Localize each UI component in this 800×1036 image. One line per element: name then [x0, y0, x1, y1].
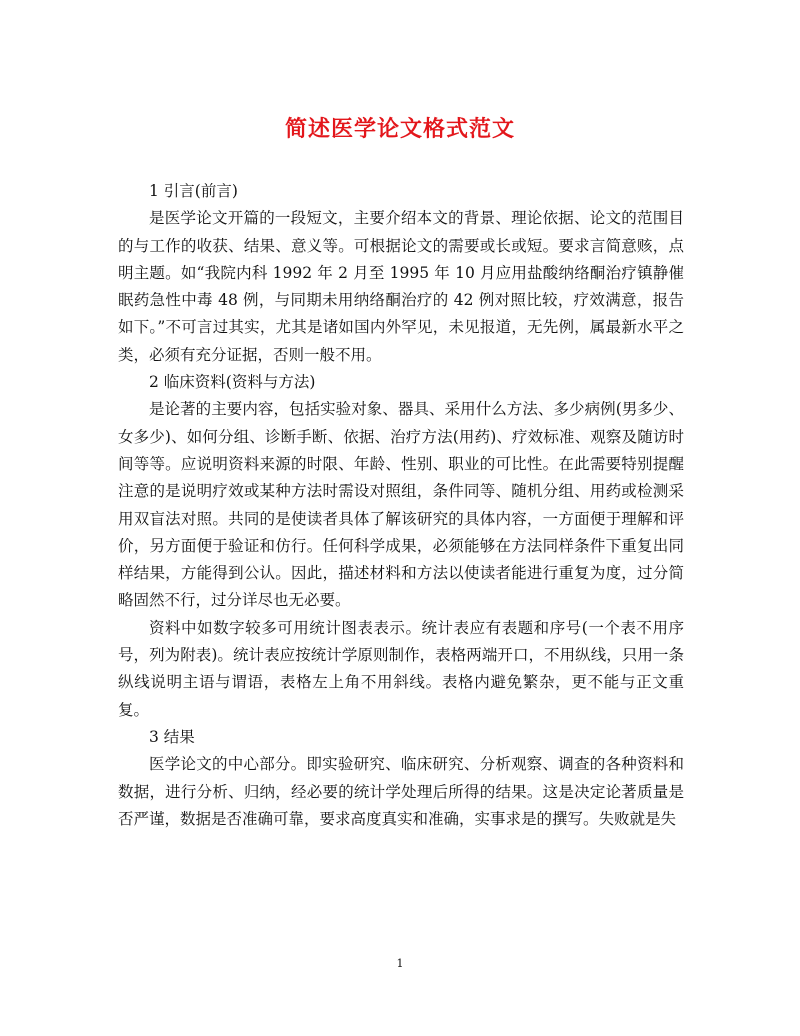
- paragraph-statistics-tables: 资料中如数字较多可用统计图表表示。统计表应有表题和序号(一个表不用序号，列为附表)。统计表应按统计学原则制作，表格两端开口，不用纵线，只用一条纵线说明主语与谓语，表格左上角不用斜线。表格内避免繁杂，更不能与正文重复。: [118, 618, 684, 719]
- paragraph-clinical-data: 是论著的主要内容，包括实验对象、器具、采用什么方法、多少病例(男多少、女多少)、如何分组、诊断手断、依据、治疗方法(用药)、疗效标准、观察及随访时间等等。应说明资料来源的时限、年龄、性别、职业的可比性。在此需要特别提醒注意的是说明疗效或某种方法时需设对照组，条件同等、随机分组、用药或检测采用双盲法对照。共同的是使读者具体了解该研究的具体内容，一方面便于理解和评价，另方面便于验证和仿行。任何科学成果，必须能够在方法同样条件下重复出同样结果，方能得到公认。因此，描述材料和方法以使读者能进行重复为度，过分简略固然不行，过分详尽也无必要。: [118, 400, 684, 610]
- section-heading-clinical-data: 2 临床资料(资料与方法): [149, 373, 316, 392]
- section-heading-introduction: 1 引言(前言): [149, 182, 238, 200]
- paragraph-introduction: 是医学论文开篇的一段短文，主要介绍本文的背景、理论依据、论文的范围目的与工作的收获、结果、意义等。可根据论文的需要或长或短。要求言简意赅，点明主题。如“我院内科 1992 年 2 月至 1995 年 10 月应用盐酸纳络酮治疗镇静催眠药急性中毒 48 例，与同期未用纳络酮治疗的 42 例对照比较，疗效满意，报告如下。”不可言过其实，尤其是诸如国内外罕见，未见报道，无先例，属最新水平之类，必须有充分证据，否则一般不用。: [118, 209, 684, 364]
- document-body: [118, 178, 684, 833]
- page-number: 1: [396, 957, 404, 970]
- page-title: 简述医学论文格式范文: [284, 116, 515, 142]
- section-heading-results: 3 结果: [149, 727, 195, 746]
- paragraph-results: 医学论文的中心部分。即实验研究、临床研究、分析观察、调查的各种资料和数据，进行分析、归纳，经必要的统计学处理后所得的结果。这是决定论著质量是否严谨，数据是否准确可靠，要求高度真实和准确，实事求是的撰写。失败就是失: [118, 755, 684, 828]
